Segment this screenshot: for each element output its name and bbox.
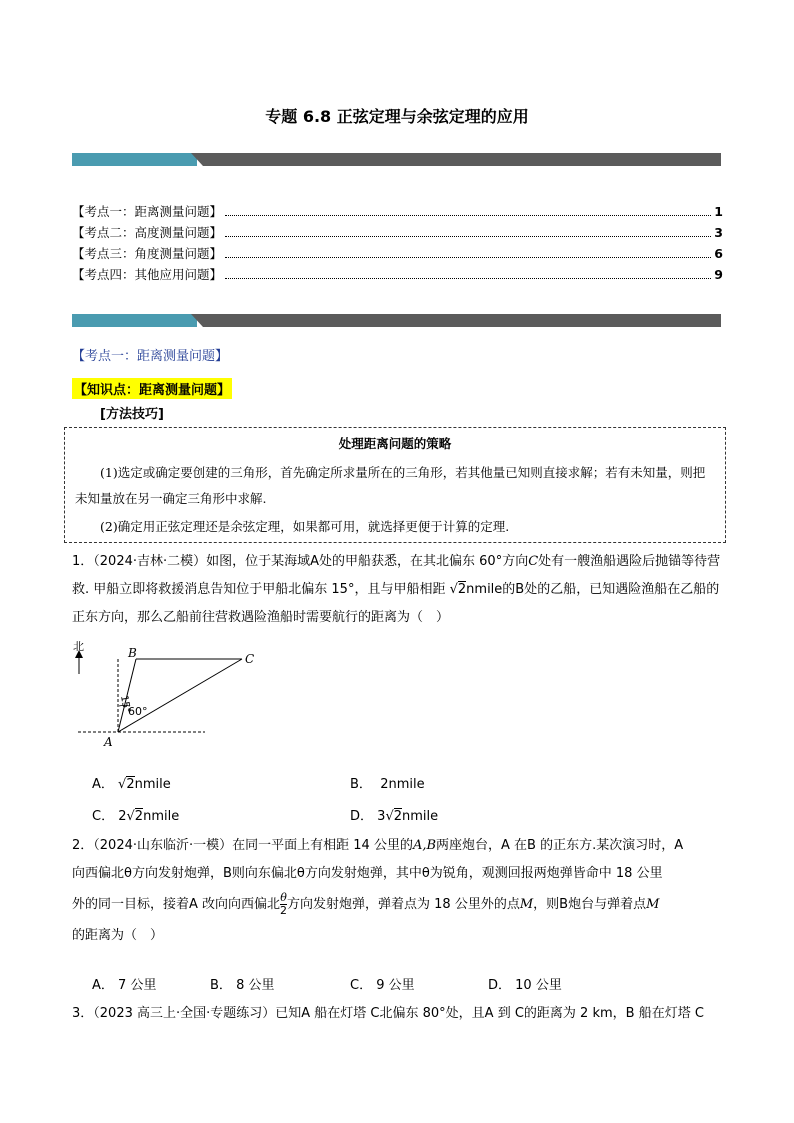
table-of-contents (72, 201, 723, 285)
point-C-label: C (245, 652, 255, 666)
q2-option-d[interactable]: D． 10 公里 (488, 978, 562, 993)
strategy-box (64, 427, 726, 543)
page-title: 专题 6.8 正弦定理与余弦定理的应用 (265, 107, 529, 126)
knowledge-point-label: 【知识点：距离测量问题】 (72, 378, 232, 399)
angle-15-label: 15° (118, 694, 132, 714)
strategy-paragraph-2: (2)确定用正弦定理还是余弦定理，如果都可用，就选择更便于计算的定理. (100, 519, 510, 534)
question-1: 1．（2024·吉林·二模）如图，位于某海域A处的甲船获悉，在其北偏东 60°方向C处有一艘渔船遇险后抛锚等待营救. 甲船立即将救援消息告知位于甲船北偏东 15°，且与甲船相距 √2nmile的B处的乙船，已知遇险渔船在乙船的正东方向，那么乙船前往营救遇险渔船时需要航行的距离为（ ） (72, 554, 721, 625)
strategy-title: 处理距离问题的策略 (338, 436, 452, 451)
point-B-label: B (128, 646, 137, 660)
question-2: 2．（2024·山东临沂·一模）在同一平面上有相距 14 公里的A,B两座炮台，A 在B 的正东方.某次演习时，A 向西偏北θ方向发射炮弹，B则向东偏北θ方向发射炮弹，其中θ为锐角，观测回报两炮弹皆命中 18 公里 外的同一目标，接着A 改向向西偏北 $\frac{\theta}{2}$ 方向发射炮弹，弹着点为 18 公里外的点M，则B炮台与弹着点M 的距离为（ ） (72, 838, 684, 943)
question-source: （2024·山东临沂·一模） (93, 838, 233, 853)
angle-60-label: 60° (128, 705, 148, 718)
q1-diagram (70, 638, 270, 748)
question-3: 3．（2023 高三上·全国·专题练习）已知A 船在灯塔 C北偏东 80°处，且A 到 C的距离为 2 km，B 船在灯塔 C (72, 1006, 704, 1021)
point-A-label: A (104, 735, 113, 748)
section-divider-bar (72, 314, 721, 327)
header-divider-bar (72, 153, 721, 166)
q1-option-b[interactable]: B． 2nmile (350, 777, 425, 792)
sqrt-symbol: √ (449, 582, 458, 597)
north-label: 北 (73, 640, 84, 653)
toc-entry[interactable]: 【考点一：距离测量问题】 1 (72, 204, 723, 219)
question-number: 2． (72, 838, 94, 853)
fraction-theta-over-2: $\frac{\theta}{2}$ (280, 891, 288, 917)
section-heading: 【考点一：距离测量问题】 (72, 349, 229, 364)
question-source: （2023 高三上·全国·专题练习） (93, 1006, 276, 1021)
strategy-paragraph-1: (1)选定或确定要创建的三角形，首先确定所求量所在的三角形，若其他量已知则直接求解；若有未知量，则把未知量放在另一确定三角形中求解. (75, 465, 706, 506)
q1-option-c[interactable]: C． 2√2nmile (92, 809, 180, 824)
segment-AC (118, 659, 242, 732)
toc-entry[interactable]: 【考点二：高度测量问题】 3 (72, 225, 723, 240)
question-source: （2024·吉林·二模） (93, 554, 207, 569)
q2-option-a[interactable]: A． 7 公里 (92, 978, 157, 993)
north-arrow (75, 650, 83, 674)
toc-entry[interactable]: 【考点四：其他应用问题】 9 (72, 267, 723, 282)
q2-option-b[interactable]: B． 8 公里 (210, 978, 275, 993)
q1-option-a[interactable]: A． √2nmile (92, 777, 171, 792)
question-number: 3． (72, 1006, 94, 1021)
method-label: [方法技巧] (100, 407, 164, 422)
toc-entry[interactable]: 【考点三：角度测量问题】 6 (72, 246, 723, 261)
q1-option-d[interactable]: D． 3√2nmile (350, 809, 439, 824)
q2-option-c[interactable]: C． 9 公里 (350, 978, 415, 993)
question-number: 1． (72, 554, 94, 569)
